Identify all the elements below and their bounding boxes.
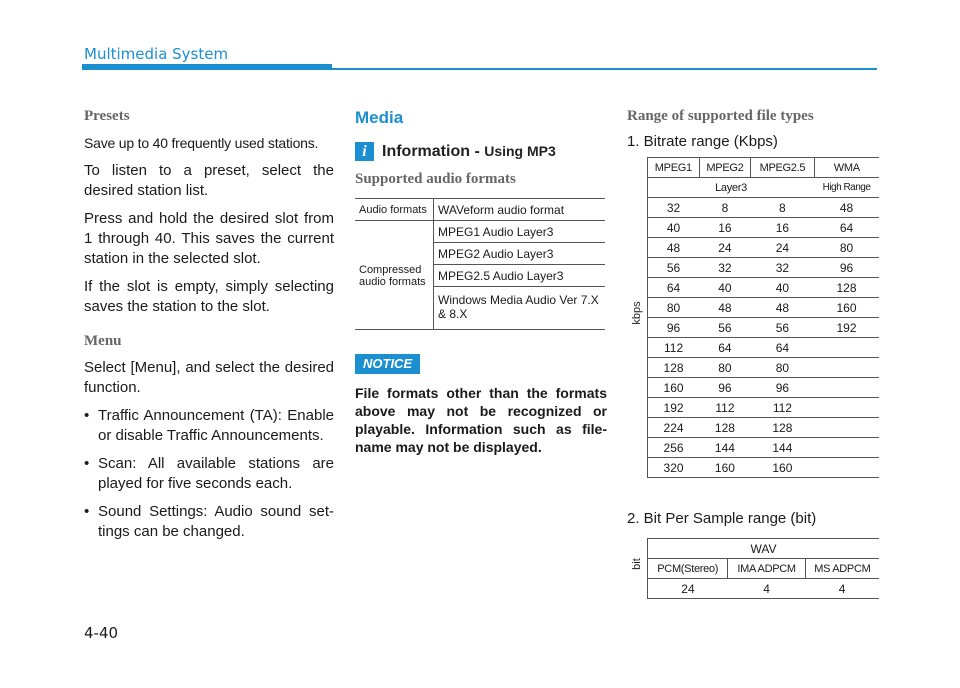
table-cell: 320 — [648, 458, 700, 478]
info-subtitle: Using MP3 — [484, 142, 556, 159]
table-cell: 8 — [751, 198, 814, 218]
table-cell: 56 — [648, 258, 700, 278]
table-cell: 40 — [751, 278, 814, 298]
table-row — [648, 559, 880, 579]
table-cell: 80 — [751, 358, 814, 378]
table-cell: Windows Media Audio Ver 7.X & 8.X — [434, 287, 606, 330]
table-cell — [814, 458, 879, 478]
table-row — [648, 539, 880, 559]
table-cell: 112 — [648, 338, 700, 358]
presets-heading: Presets — [84, 108, 130, 124]
table-row — [648, 398, 880, 418]
table-cell: 24 — [751, 238, 814, 258]
list-item: • Scan: All available stations are played for five seconds each. — [84, 454, 334, 494]
notice-badge: NOTICE — [355, 354, 420, 374]
table-cell: 8 — [699, 198, 751, 218]
presets-paragraph: Save up to 40 frequently used stations. — [84, 135, 319, 151]
table-row — [648, 238, 880, 258]
table-cell: 112 — [699, 398, 751, 418]
table-row — [355, 221, 605, 243]
bit-table-wrap — [627, 538, 879, 599]
table-cell: MPEG2 Audio Layer3 — [434, 243, 606, 265]
table-cell: 96 — [699, 378, 751, 398]
column-presets-menu — [84, 108, 334, 550]
table-row — [648, 338, 880, 358]
table-cell: 32 — [751, 258, 814, 278]
info-title — [382, 143, 556, 161]
table-cell: 64 — [648, 278, 700, 298]
bit-title: 2. Bit Per Sample range (bit) — [627, 510, 817, 527]
table-row — [648, 218, 880, 238]
table-cell: 80 — [648, 298, 700, 318]
bitrate-axis-label: kbps — [631, 301, 643, 325]
table-cell: 48 — [751, 298, 814, 318]
table-cell: 112 — [751, 398, 814, 418]
table-cell: 128 — [648, 358, 700, 378]
table-cell: 24 — [648, 579, 728, 599]
bitrate-title: 1. Bitrate range (Kbps) — [627, 133, 778, 150]
table-cell: 64 — [699, 338, 751, 358]
table-cell: 160 — [648, 378, 700, 398]
notice-text: File formats other than the formats above may not be recognized or playable. Information such as file-name may not be displayed. — [355, 385, 607, 455]
table-cell: 160 — [699, 458, 751, 478]
table-cell: 80 — [699, 358, 751, 378]
bitrate-table — [647, 157, 879, 478]
table-row — [648, 458, 880, 478]
table-cell: 4 — [728, 579, 805, 599]
table-cell: 56 — [751, 318, 814, 338]
table-cell: 128 — [814, 278, 879, 298]
list-item: • Sound Settings: Audio sound set-tings can be changed. — [84, 502, 334, 542]
table-header-cell: Layer3 — [648, 178, 815, 198]
table-cell — [814, 338, 879, 358]
table-cell: 24 — [699, 238, 751, 258]
table-cell: 224 — [648, 418, 700, 438]
presets-paragraph: To listen to a preset, select the desired station list. — [84, 162, 334, 199]
header-rule-accent — [82, 64, 332, 70]
table-header-cell: WMA — [814, 158, 879, 178]
table-cell: 80 — [814, 238, 879, 258]
table-row — [648, 258, 880, 278]
table-cell: 16 — [699, 218, 751, 238]
section-title: Multimedia System — [84, 45, 229, 63]
table-cell: 144 — [699, 438, 751, 458]
table-cell: 32 — [699, 258, 751, 278]
table-cell: 4 — [805, 579, 879, 599]
table-row — [355, 199, 605, 221]
bit-table — [647, 538, 879, 599]
table-cell: 128 — [699, 418, 751, 438]
info-title-text: Information - — [382, 142, 485, 160]
table-cell: MPEG1 Audio Layer3 — [434, 221, 606, 243]
table-cell: 96 — [751, 378, 814, 398]
table-cell: 96 — [648, 318, 700, 338]
table-cell: 160 — [751, 458, 814, 478]
table-cell: 32 — [648, 198, 700, 218]
table-cell — [814, 378, 879, 398]
table-cell: 192 — [648, 398, 700, 418]
table-cell: 64 — [751, 338, 814, 358]
supported-formats-heading: Supported audio formats — [355, 171, 516, 187]
table-header-cell: PCM(Stereo) — [648, 559, 728, 579]
table-cell-group: Compressed audio formats — [359, 263, 426, 288]
table-row — [648, 378, 880, 398]
table-cell: 144 — [751, 438, 814, 458]
info-icon: i — [355, 142, 374, 161]
table-cell: 40 — [648, 218, 700, 238]
table-row — [648, 579, 880, 599]
table-header-cell: IMA ADPCM — [728, 559, 805, 579]
menu-list — [84, 406, 334, 542]
table-cell: 256 — [648, 438, 700, 458]
formats-table — [355, 198, 605, 330]
table-row — [648, 158, 880, 178]
bitrate-rows — [648, 198, 880, 478]
page-number: 4-40 — [84, 624, 119, 642]
presets-paragraph: If the slot is empty, simply selecting saves the station to the slot. — [84, 278, 334, 315]
table-header-cell: MPEG2 — [699, 158, 751, 178]
table-cell: 40 — [699, 278, 751, 298]
table-row — [648, 358, 880, 378]
info-header — [355, 142, 607, 161]
table-row — [648, 278, 880, 298]
table-cell: 48 — [814, 198, 879, 218]
table-cell: 160 — [814, 298, 879, 318]
table-cell — [814, 418, 879, 438]
column-range — [627, 108, 879, 599]
table-cell: 192 — [814, 318, 879, 338]
table-cell: Audio formats — [355, 199, 434, 221]
table-header-cell: MPEG2.5 — [751, 158, 814, 178]
list-item: • Traffic Announcement (TA): Enable or disable Traffic Announcements. — [84, 406, 334, 446]
media-title: Media — [355, 108, 404, 127]
column-media — [355, 108, 607, 456]
table-row — [648, 438, 880, 458]
table-row — [648, 198, 880, 218]
menu-heading: Menu — [84, 333, 122, 349]
table-cell: 48 — [648, 238, 700, 258]
table-cell — [814, 398, 879, 418]
menu-intro: Select [Menu], and select the desired function. — [84, 359, 334, 396]
table-cell: 64 — [814, 218, 879, 238]
table-cell: 16 — [751, 218, 814, 238]
table-header-cell: MPEG1 — [648, 158, 700, 178]
table-row — [648, 318, 880, 338]
bitrate-table-wrap — [627, 157, 879, 478]
table-cell: MPEG2.5 Audio Layer3 — [434, 265, 606, 287]
table-header-cell: MS ADPCM — [805, 559, 879, 579]
table-cell: WAVeform audio format — [434, 199, 606, 221]
table-header-cell: High Range — [814, 178, 879, 198]
table-cell: 48 — [699, 298, 751, 318]
bit-axis-label: bit — [631, 558, 643, 570]
presets-paragraph: Press and hold the desired slot from 1 through 40. This saves the current station in the selected slot. — [84, 210, 334, 267]
table-cell: 128 — [751, 418, 814, 438]
table-cell: 56 — [699, 318, 751, 338]
table-cell — [814, 358, 879, 378]
range-heading: Range of supported file types — [627, 108, 814, 124]
table-cell: 96 — [814, 258, 879, 278]
table-row — [648, 418, 880, 438]
table-header-cell: WAV — [648, 539, 880, 559]
table-cell — [814, 438, 879, 458]
header-rule — [332, 68, 877, 70]
table-row — [648, 298, 880, 318]
table-row — [648, 178, 880, 198]
